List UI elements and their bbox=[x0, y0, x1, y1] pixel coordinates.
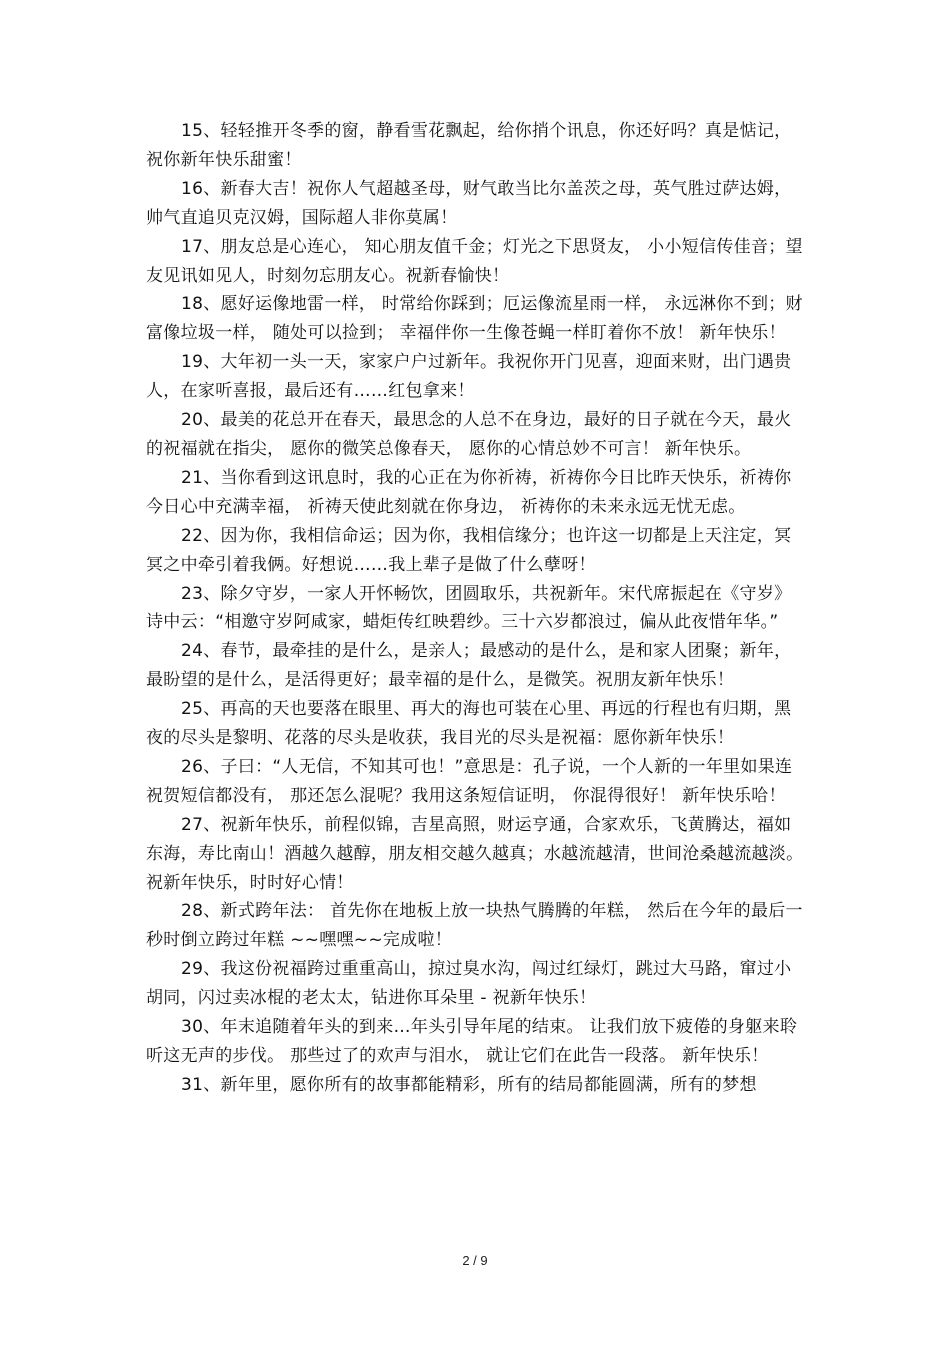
greeting-entry-17: 17、朋友总是心连心， 知心朋友值千金；灯光之下思贤友， 小小短信传佳音；望友见讯如见人，时刻勿忘朋友心。祝新春愉快！ bbox=[146, 236, 803, 286]
greeting-entry-30: 30、年末追随着年头的到来…年头引导年尾的结束。 让我们放下疲倦的身躯来聆听这无声的步伐。 那些过了的欢声与泪水， 就让它们在此告一段落。 新年快乐！ bbox=[146, 1017, 798, 1066]
greeting-entry-23: 23、除夕守岁，一家人开怀畅饮，团圆取乐，共祝新年。宋代席振起在《守岁》诗中云：“相邀守岁阿咸家，蜡炬传红映碧纱。三十六岁都浪过，偏从此夜惜年华。” bbox=[146, 583, 792, 633]
document-body bbox=[146, 117, 806, 1100]
greeting-entry-16: 16、新春大吉！祝你人气超越圣母，财气敢当比尔盖茨之母，英气胜过萨达姆，帅气直追贝克汉姆，国际超人非你莫属！ bbox=[146, 178, 792, 228]
greeting-entry-27: 27、祝新年快乐，前程似锦，吉星高照，财运亨通，合家欢乐，飞黄腾达，福如东海，寿比南山！酒越久越醇，朋友相交越久越真；水越流越清，世间沧桑越流越淡。祝新年快乐，时时好心情！ bbox=[146, 814, 804, 893]
greeting-entry-28: 28、新式跨年法： 首先你在地板上放一块热气腾腾的年糕， 然后在今年的最后一秒时倒立跨过年糕 ~~嘿嘿~~完成啦！ bbox=[146, 901, 803, 951]
greeting-entry-24: 24、春节，最牵挂的是什么，是亲人；最感动的是什么，是和家人团聚；新年，最盼望的是什么，是活得更好；最幸福的是什么，是微笑。祝朋友新年快乐！ bbox=[146, 641, 792, 691]
greeting-entry-25: 25、再高的天也要落在眼里、再大的海也可装在心里、再远的行程也有归期，黑夜的尽头是黎明、花落的尽头是收获，我目光的尽头是祝福：愿你新年快乐！ bbox=[146, 699, 792, 749]
greeting-entry-26: 26、子曰：“人无信，不知其可也！”意思是：孔子说，一个人新的一年里如果连祝贺短信都没有， 那还怎么混呢？我用这条短信证明， 你混得很好！ 新年快乐哈！ bbox=[146, 756, 793, 806]
greeting-entry-20: 20、最美的花总开在春天，最思念的人总不在身边，最好的日子就在今天，最火的祝福就在指尖， 愿你的微笑总像春天， 愿你的心情总妙不可言！ 新年快乐。 bbox=[146, 410, 792, 459]
greeting-entry-22: 22、因为你，我相信命运；因为你，我相信缘分；也许这一切都是上天注定，冥冥之中牵引着我俩。好想说……我上辈子是做了什么孽呀！ bbox=[146, 525, 792, 575]
greeting-entry-29: 29、我这份祝福跨过重重高山，掠过臭水沟，闯过红绿灯，跳过大马路，窜过小胡同，闪过卖冰棍的老太太，钻进你耳朵里 - 祝新年快乐！ bbox=[146, 959, 792, 1009]
greeting-entry-21: 21、当你看到这讯息时，我的心正在为你祈祷，祈祷你今日比昨天快乐，祈祷你今日心中充满幸福， 祈祷天使此刻就在你身边， 祈祷你的未来永远无忧无虑。 bbox=[146, 467, 792, 517]
greeting-entry-31: 31、新年里，愿你所有的故事都能精彩，所有的结局都能圆满，所有的梦想 bbox=[181, 1074, 757, 1095]
page-number: 2 / 9 bbox=[462, 1253, 488, 1268]
greeting-entry-15: 15、轻轻推开冬季的窗，静看雪花飘起，给你捎个讯息，你还好吗？真是惦记，祝你新年快乐甜蜜！ bbox=[146, 121, 792, 170]
greeting-entry-18: 18、愿好运像地雷一样， 时常给你踩到；厄运像流星雨一样， 永远淋你不到；财富像垃圾一样， 随处可以捡到； 幸福伴你一生像苍蝇一样盯着你不放！ 新年快乐！ bbox=[146, 294, 803, 344]
greeting-entry-19: 19、大年初一头一天，家家户户过新年。我祝你开门见喜，迎面来财，出门遇贵人，在家听喜报，最后还有……红包拿来！ bbox=[146, 352, 792, 402]
